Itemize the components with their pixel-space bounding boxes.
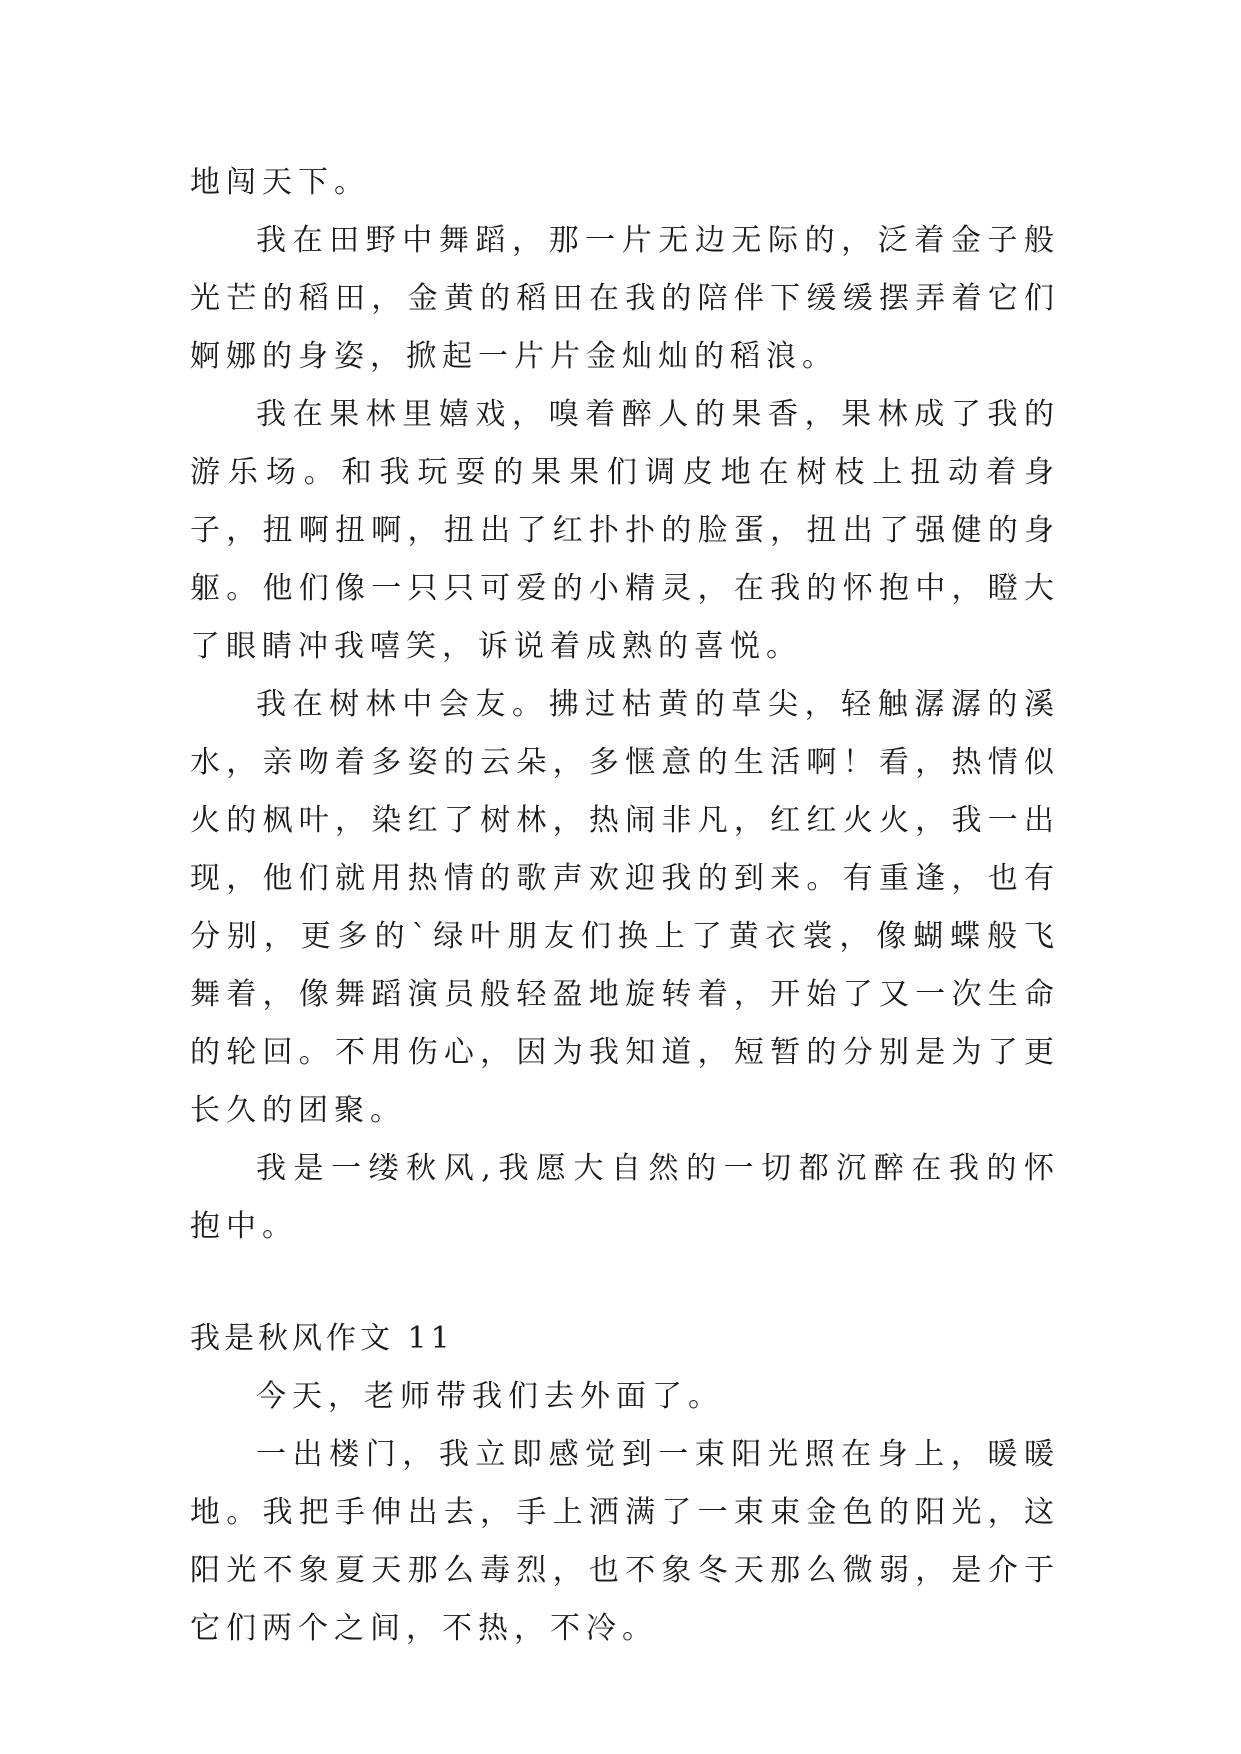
paragraph-orchard: 我在果林里嬉戏，嗅着醉人的果香，果林成了我的游乐场。和我玩耍的果果们调皮地在树枝上扭动着身子，扭啊扭啊，扭出了红扑扑的脸蛋，扭出了强健的身躯。他们像一只只可爱的小精灵，在我的怀抱中，瞪大了眼睛冲我嘻笑，诉说着成熟的喜悦。 xyxy=(190,397,1060,664)
paragraph-today: 今天，老师带我们去外面了。 xyxy=(256,1379,724,1414)
paragraph-rice-field: 我在田野中舞蹈，那一片无边无际的，泛着金子般光芒的稻田，金黄的稻田在我的陪伴下缓缓摆弄着它们婀娜的身姿，掀起一片片金灿灿的稻浪。 xyxy=(190,223,1060,374)
document-body xyxy=(190,154,1060,1658)
paragraph-closing: 我是一缕秋风,我愿大自然的一切都沉醉在我的怀抱中。 xyxy=(190,1151,1060,1244)
paragraph-sunlight: 一出楼门，我立即感觉到一束阳光照在身上，暖暖地。我把手伸出去，手上洒满了一束束金色的阳光，这阳光不象夏天那么毒烈，也不象冬天那么微弱，是介于它们两个之间，不热，不冷。 xyxy=(190,1437,1060,1646)
paragraph-forest: 我在树林中会友。拂过枯黄的草尖，轻触潺潺的溪水，亲吻着多姿的云朵，多惬意的生活啊！看，热情似火的枫叶，染红了树林，热闹非凡，红红火火，我一出现，他们就用热情的歌声欢迎我的到来。有重逢，也有分别，更多的`绿叶朋友们换上了黄衣裳，像蝴蝶般飞舞着，像舞蹈演员般轻盈地旋转着，开始了又一次生命的轮回。不用伤心，因为我知道，短暂的分别是为了更长久的团聚。 xyxy=(190,687,1060,1128)
section-gap xyxy=(190,1256,1060,1310)
essay-heading: 我是秋风作文 11 xyxy=(190,1321,454,1356)
paragraph-continuation: 地闯天下。 xyxy=(190,165,370,200)
